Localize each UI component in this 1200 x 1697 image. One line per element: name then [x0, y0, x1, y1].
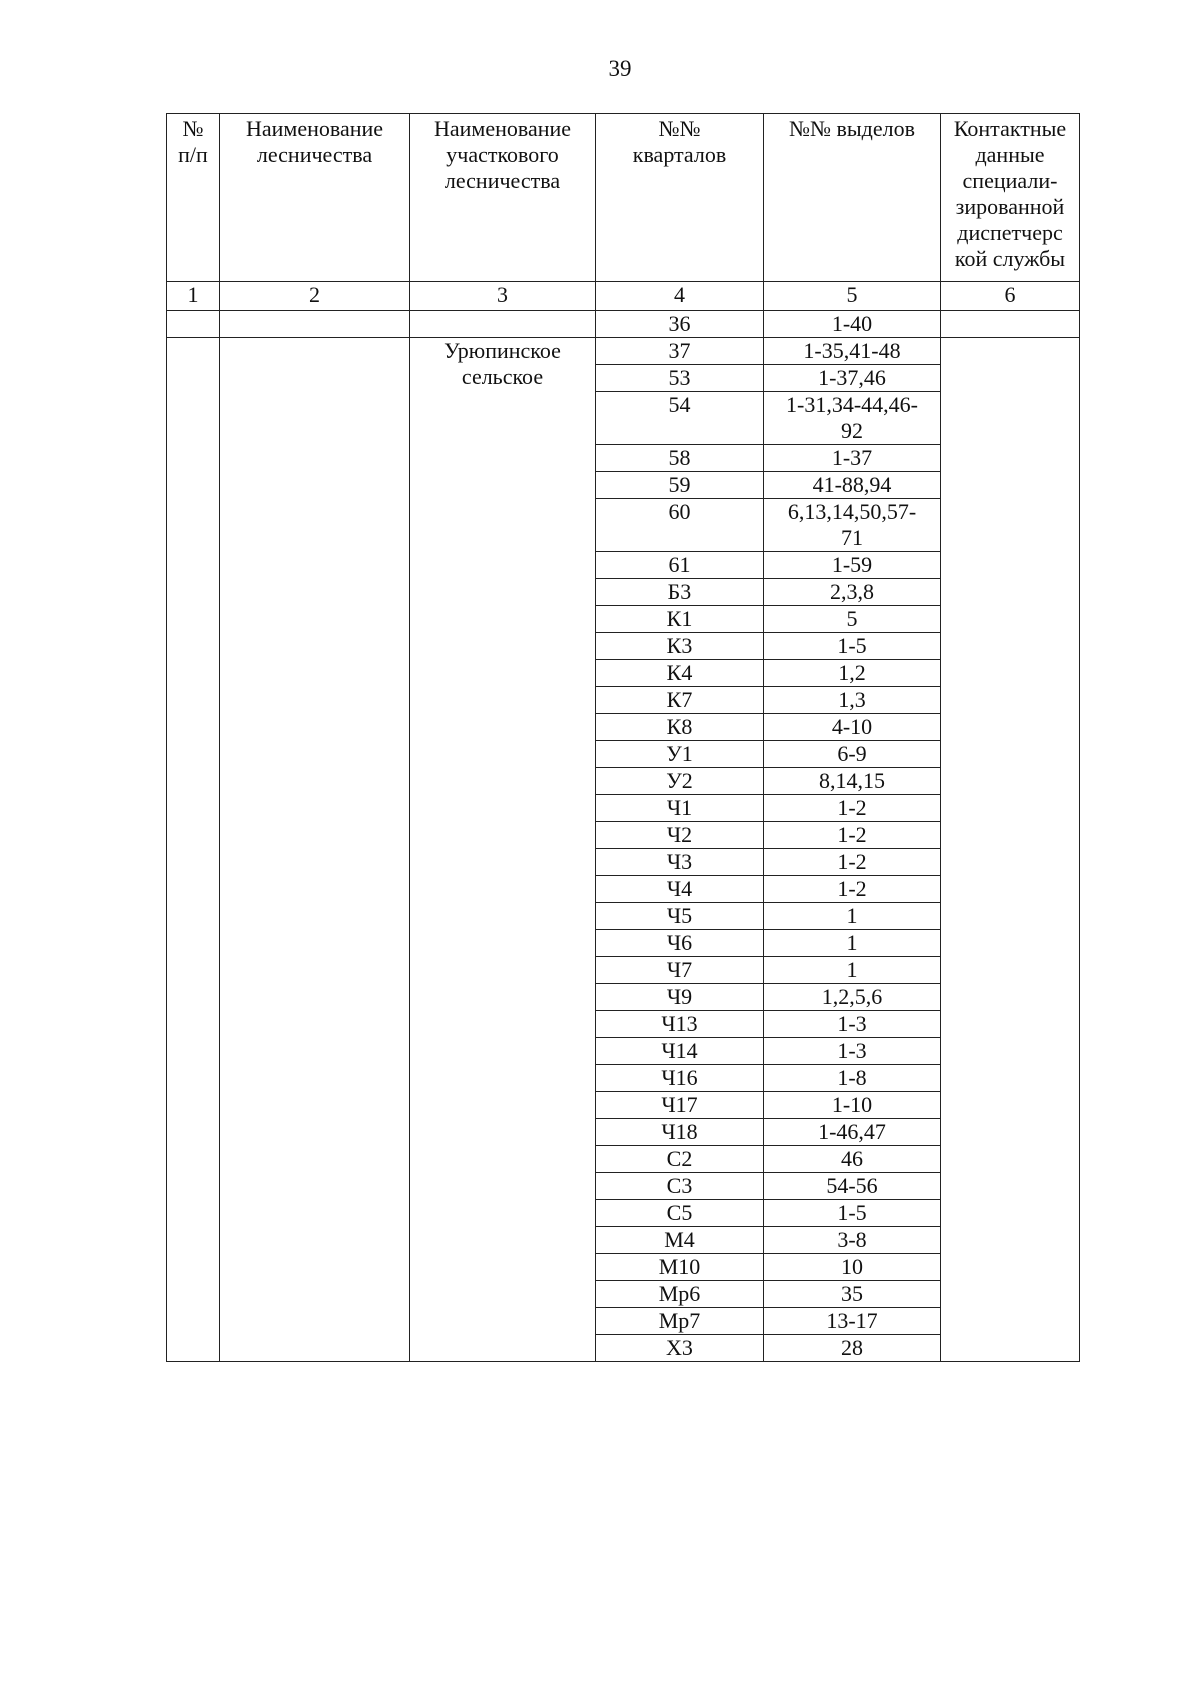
plots-cell: 35 — [764, 1281, 941, 1308]
plots-cell: 1-37,46 — [764, 365, 941, 392]
quarter-cell: 60 — [596, 499, 764, 552]
quarter-cell: Б3 — [596, 579, 764, 606]
page-number: 39 — [608, 56, 632, 81]
quarter-cell: Ч17 — [596, 1092, 764, 1119]
table-body — [167, 311, 1080, 1362]
quarter-cell: Ч2 — [596, 822, 764, 849]
plots-cell: 1,2 — [764, 660, 941, 687]
quarter-cell: Ч5 — [596, 903, 764, 930]
table-header-row — [167, 114, 1080, 282]
plots-cell: 4-10 — [764, 714, 941, 741]
quarter-cell: 61 — [596, 552, 764, 579]
plots-cell: 1-5 — [764, 1200, 941, 1227]
column-number-row — [167, 282, 1080, 311]
quarter-cell: К7 — [596, 687, 764, 714]
plots-cell: 1-40 — [764, 311, 941, 338]
plots-cell: 1 — [764, 957, 941, 984]
forestry-name-cell — [220, 338, 410, 1362]
quarter-cell: С2 — [596, 1146, 764, 1173]
plots-cell: 1-5 — [764, 633, 941, 660]
district-name-cell: Урюпинское сельское — [410, 338, 596, 1362]
plots-cell: 1-3 — [764, 1038, 941, 1065]
plots-cell: 1-31,34-44,46- 92 — [764, 392, 941, 445]
quarter-cell: Ч4 — [596, 876, 764, 903]
plots-cell: 1-59 — [764, 552, 941, 579]
quarter-cell: У1 — [596, 741, 764, 768]
plots-cell: 28 — [764, 1335, 941, 1362]
column-number-5: 5 — [764, 282, 941, 311]
plots-cell: 1,2,5,6 — [764, 984, 941, 1011]
contact-cell — [941, 338, 1080, 1362]
plots-cell: 1-2 — [764, 822, 941, 849]
plots-cell: 1-3 — [764, 1011, 941, 1038]
column-number-6: 6 — [941, 282, 1080, 311]
quarter-cell: 59 — [596, 472, 764, 499]
table-row — [167, 311, 1080, 338]
column-number-1: 1 — [167, 282, 220, 311]
quarter-cell: Х3 — [596, 1335, 764, 1362]
plots-cell: 46 — [764, 1146, 941, 1173]
plots-cell: 10 — [764, 1254, 941, 1281]
plots-cell: 1-46,47 — [764, 1119, 941, 1146]
quarter-cell: 37 — [596, 338, 764, 365]
plots-cell: 5 — [764, 606, 941, 633]
column-number-3: 3 — [410, 282, 596, 311]
plots-cell: 41-88,94 — [764, 472, 941, 499]
quarter-cell: С5 — [596, 1200, 764, 1227]
quarter-cell: К1 — [596, 606, 764, 633]
quarter-cell: 53 — [596, 365, 764, 392]
forestry-name-cell — [220, 311, 410, 338]
plots-cell: 8,14,15 — [764, 768, 941, 795]
forest-plots-table — [166, 113, 1080, 1362]
quarter-cell: Мр7 — [596, 1308, 764, 1335]
plots-cell: 2,3,8 — [764, 579, 941, 606]
quarter-cell: 36 — [596, 311, 764, 338]
plots-cell: 1-2 — [764, 795, 941, 822]
column-header-6: Контактные данные специали- зированной диспетчерс кой службы — [941, 114, 1080, 282]
quarter-cell: С3 — [596, 1173, 764, 1200]
plots-cell: 6,13,14,50,57- 71 — [764, 499, 941, 552]
quarter-cell: Ч7 — [596, 957, 764, 984]
quarter-cell: У2 — [596, 768, 764, 795]
plots-cell: 1 — [764, 903, 941, 930]
row-number-cell — [167, 311, 220, 338]
column-number-2: 2 — [220, 282, 410, 311]
quarter-cell: Ч6 — [596, 930, 764, 957]
quarter-cell: М10 — [596, 1254, 764, 1281]
row-number-cell — [167, 338, 220, 1362]
column-header-2: Наименование лесничества — [220, 114, 410, 282]
plots-cell: 54-56 — [764, 1173, 941, 1200]
column-header-1: № п/п — [167, 114, 220, 282]
table-row — [167, 338, 1080, 365]
quarter-cell: 58 — [596, 445, 764, 472]
quarter-cell: Ч1 — [596, 795, 764, 822]
plots-cell: 1 — [764, 930, 941, 957]
quarter-cell: Ч18 — [596, 1119, 764, 1146]
plots-cell: 1-37 — [764, 445, 941, 472]
column-header-4: №№ кварталов — [596, 114, 764, 282]
plots-cell: 1-2 — [764, 876, 941, 903]
plots-cell: 13-17 — [764, 1308, 941, 1335]
plots-cell: 6-9 — [764, 741, 941, 768]
quarter-cell: Мр6 — [596, 1281, 764, 1308]
plots-cell: 1-10 — [764, 1092, 941, 1119]
quarter-cell: М4 — [596, 1227, 764, 1254]
column-header-5: №№ выделов — [764, 114, 941, 282]
plots-cell: 1,3 — [764, 687, 941, 714]
column-number-4: 4 — [596, 282, 764, 311]
district-name-cell — [410, 311, 596, 338]
quarter-cell: 54 — [596, 392, 764, 445]
quarter-cell: Ч13 — [596, 1011, 764, 1038]
quarter-cell: Ч3 — [596, 849, 764, 876]
plots-cell: 1-8 — [764, 1065, 941, 1092]
plots-cell: 3-8 — [764, 1227, 941, 1254]
quarter-cell: Ч14 — [596, 1038, 764, 1065]
quarter-cell: Ч16 — [596, 1065, 764, 1092]
plots-cell: 1-2 — [764, 849, 941, 876]
quarter-cell: К3 — [596, 633, 764, 660]
quarter-cell: К8 — [596, 714, 764, 741]
contact-cell — [941, 311, 1080, 338]
plots-cell: 1-35,41-48 — [764, 338, 941, 365]
quarter-cell: К4 — [596, 660, 764, 687]
quarter-cell: Ч9 — [596, 984, 764, 1011]
column-header-3: Наименование участкового лесничества — [410, 114, 596, 282]
